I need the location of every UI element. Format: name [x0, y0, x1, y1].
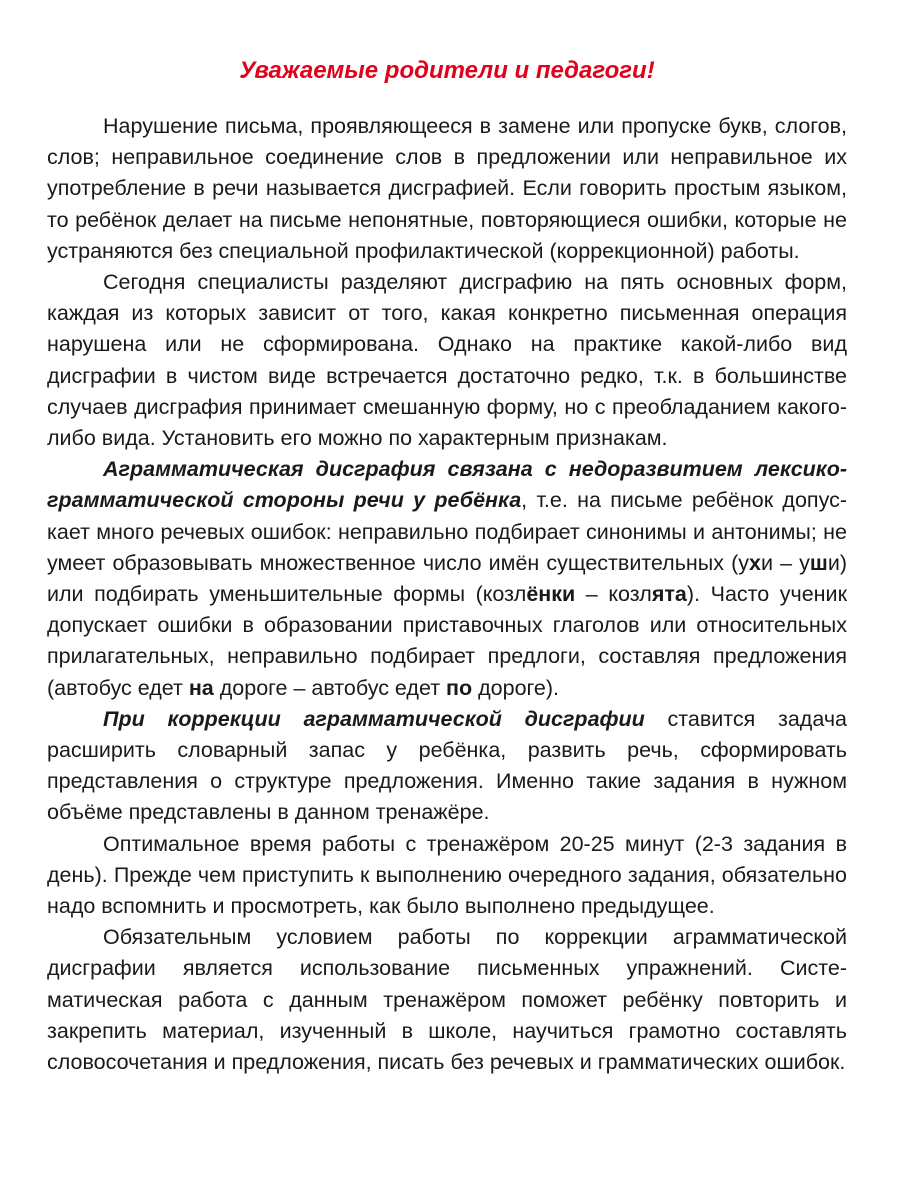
emphasis-letter: х [749, 550, 761, 575]
text-segment: , т.е. на письме ребёнок допускает много речевых ошибок: неправильно подбирает синонимы и антонимы; не умеет образовывать множественное число имён существительных (у [47, 488, 847, 575]
emphasis-suffix: ята [651, 582, 687, 607]
paragraph-intro: Нарушение письма, проявляющееся в замене или пропуске букв, слогов, слов; неправильное соединение слов в предложении или неправильное их употребление в речи называется дисграфией. Если говорить простым языком, то ребёнок делает на письме непонятные, повторяющиеся ошибки, которые не устраняются без специальной профилактической (коррекционной) работы. [47, 114, 847, 263]
text-segment: и) или подбирать уменьшительные формы (козл [47, 550, 847, 607]
emphasis-suffix: ёнки [526, 582, 576, 607]
page-title: Уважаемые родители и педагоги! [239, 57, 655, 84]
text-segment: ). Часто ученик допускает ошибки в образовании приставочных глаголов или относительных прилагательных, неправильно подбирает предлоги, составляя предложения (автобус едет [47, 582, 847, 700]
paragraph-time: Оптимальное время работы с тренажёром 20-25 минут (2-3 задания в день). Прежде чем приступить к выполнению очередного задания, обязательно надо вспомнить и просмотреть, как было выполнено предыдущее. [47, 831, 847, 919]
paragraph-condition: Обязательным условием работы по коррекции аграмматической дисграфии является использование письменных упражнений. Систематическая работа с данным тренажёром поможет ребёнку повторить и закрепить материал, изученный в школе, научиться грамотно составлять словосочетания и предложения, писать без речевых и грамматических ошибок. [47, 925, 847, 1075]
agrammatic-definition-lead: Аграмматическая дисграфия связана с недоразвитием лексико-грамматической стороны речи у ребёнка [47, 457, 847, 513]
emphasis-preposition: по [446, 675, 473, 700]
text-segment: дороге – автобус едет [213, 675, 447, 700]
emphasis-letter: ш [809, 550, 828, 575]
paragraph-agrammatic [47, 454, 847, 704]
text-segment: – козл [575, 582, 652, 607]
correction-lead: При коррекции аграмматической дисграфии [103, 706, 645, 731]
text-segment: дороге). [472, 675, 560, 700]
paragraph-correction [47, 704, 847, 829]
text-segment: ставится задача расширить словарный запас у ребёнка, развить речь, сформировать представления о структуре предложения. Именно такие задания в нужном объёме представлены в данном тренажёре. [47, 706, 847, 825]
page [47, 55, 847, 1078]
emphasis-preposition: на [188, 675, 214, 700]
paragraph-forms: Сегодня специалисты разделяют дисграфию на пять основных форм, каждая из которых зависит от того, какая конкретно письменная операция нарушена или не сформирована. Однако на практике какой-либо вид дисграфии в чистом виде встречается достаточно редко, т.к. в большинстве случаев дисграфия принимает смешанную форму, но с преобладанием какого-либо вида. Установить его можно по характерным признакам. [47, 270, 847, 451]
text-segment: и – у [760, 550, 810, 575]
